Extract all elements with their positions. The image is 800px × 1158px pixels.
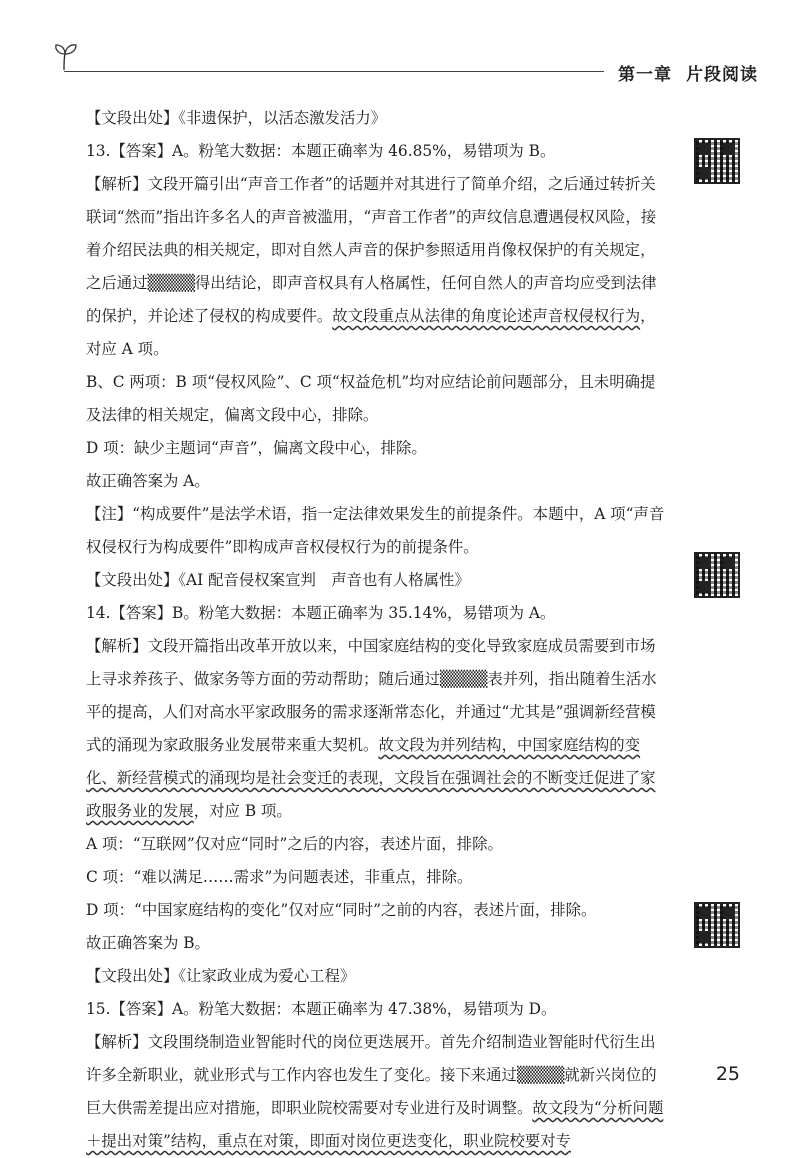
analysis-paragraph [86, 1026, 668, 1158]
answer-line: 14.【答案】B。粉笔大数据：本题正确率为 35.14%，易错项为 A。 [86, 604, 556, 622]
analysis-paragraph [86, 630, 668, 828]
answer-line: 13.【答案】A。粉笔大数据：本题正确率为 46.85%，易错项为 B。 [86, 142, 556, 160]
key-point: 故文段为“分析问题＋提出对策”结构，重点在对策，即面对岗位更迭变化，职业院校要对专 [86, 1099, 664, 1150]
conclusion-line: 故正确答案为 A。 [86, 472, 210, 490]
qr-code[interactable] [694, 552, 740, 598]
key-point: 故文段为并列结构，中国家庭结构的变化、新经营模式的涌现均是社会变迁的表现，文段旨在强调社会的不断变迁促进了家政服务业的发展 [86, 736, 656, 820]
option-analysis: C 项：“难以满足……需求”为问题表述，非重点，排除。 [86, 868, 473, 886]
analysis-text: 【解析】文段开篇引出“声音工作者”的话题并对其进行了简单介绍，之后通过转折关联词“然而”指出许多名人的声音被滥用，“声音工作者”的声纹信息遭遇侵权风险，接着介绍民法典的相关规定，即对自然人声音的保护参照适用肖像权保护的有关规定，之后通过▒▒▒▒得出结论，即声音权具有人格属性，任何自然人的声音均应受到法律的保护，并论述了侵权的构成要件。 [86, 175, 657, 325]
chapter-title [604, 60, 758, 85]
option-analysis: D 项：缺少主题词“声音”，偏离文段中心，排除。 [86, 439, 427, 457]
analysis-tail: ，对应 B 项。 [193, 802, 292, 820]
option-analysis: A 项：“互联网”仅对应“同时”之后的内容，表述片面，排除。 [86, 835, 503, 853]
sprout-icon [52, 40, 86, 74]
conclusion-line: 故正确答案为 B。 [86, 934, 210, 952]
page-body [86, 100, 668, 1158]
source-line: 【文段出处】《让家政业成为爱心工程》 [86, 967, 356, 985]
answer-line: 15.【答案】A。粉笔大数据：本题正确率为 47.38%，易错项为 D。 [86, 1000, 557, 1018]
analysis-paragraph [86, 168, 668, 366]
key-point: 故文段重点从法律的角度论述声音权侵权行为 [332, 307, 641, 325]
analysis-text: 【解析】文段开篇指出改革开放以来，中国家庭结构的变化导致家庭成员需要到市场上寻求养孩子、做家务等方面的劳动帮助；随后通过▒▒▒▒表并列，指出随着生活水平的提高，人们对高水平家政服务的需求逐渐常态化，并通过“尤其是”强调新经营模式的涌现为家政服务业发展带来重大契机。 [86, 637, 657, 754]
note-paragraph: 【注】“构成要件”是法学术语，指一定法律效果发生的前提条件。本题中，A 项“声音权侵权行为构成要件”即构成声音权侵权行为的前提条件。 [86, 505, 665, 556]
option-analysis: D 项：“中国家庭结构的变化”仅对应“同时”之前的内容，表述片面，排除。 [86, 901, 597, 919]
option-analysis: B、C 两项：B 项“侵权风险”、C 项“权益危机”均对应结论前问题部分，且未明确提及法律的相关规定，偏离文段中心，排除。 [86, 373, 656, 424]
source-line: 【文段出处】《非遗保护，以活态激发活力》 [86, 109, 387, 127]
chapter-label: 第一章 [618, 65, 672, 85]
qr-code[interactable] [694, 902, 740, 948]
section-label: 片段阅读 [686, 65, 758, 85]
page-header [0, 0, 800, 100]
qr-code[interactable] [694, 138, 740, 184]
header-rule [64, 71, 604, 72]
analysis-text: 【解析】文段围绕制造业智能时代的岗位更迭展开。首先介绍制造业智能时代衍生出许多全新职业，就业形式与工作内容也发生了变化。接下来通过▒▒▒▒就新兴岗位的巨大供需差提出应对措施，即职业院校需要对专业进行及时调整。 [86, 1033, 657, 1117]
page-number: 25 [715, 1063, 740, 1085]
source-line: 【文段出处】《AI 配音侵权案宣判 声音也有人格属性》 [86, 571, 470, 589]
analysis-tail: ，对应 A 项。 [86, 307, 656, 358]
